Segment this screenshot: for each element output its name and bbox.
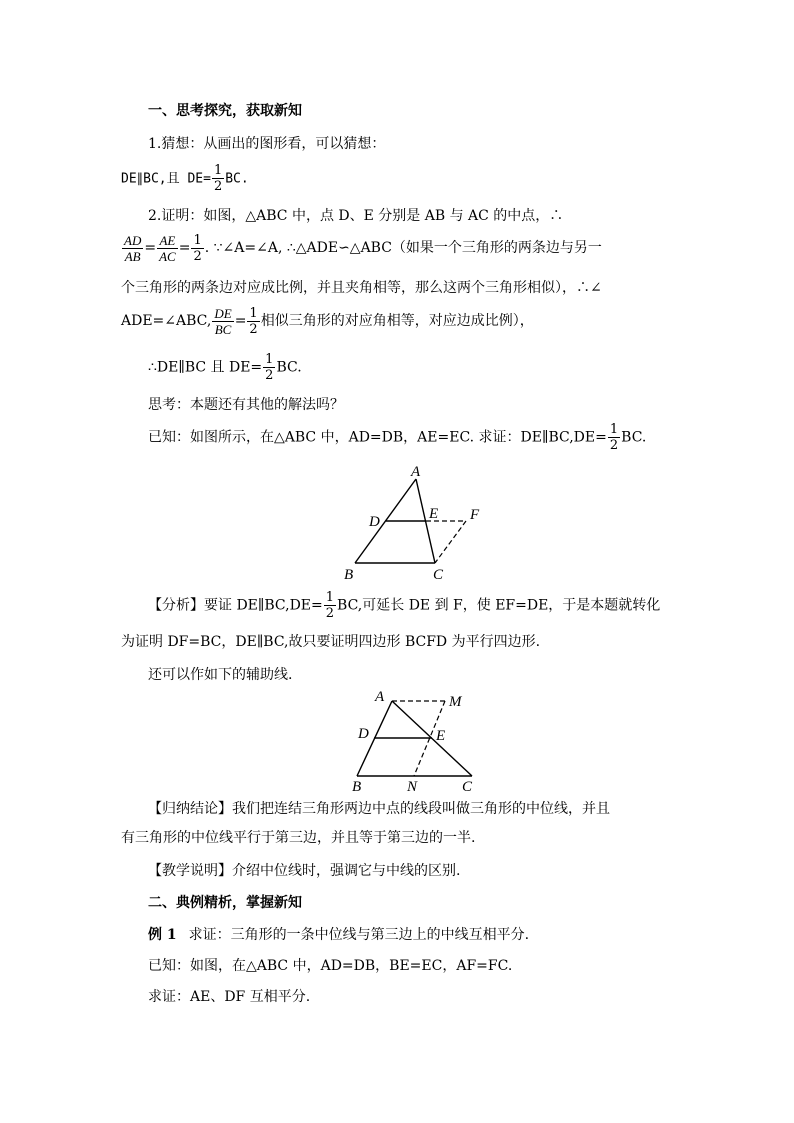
fraction-denominator: AC — [159, 248, 176, 264]
teaching-note: 【教学说明】介绍中位线时，强调它与中线的区别. — [148, 863, 461, 879]
conclusion-line-1: 【归纳结论】我们把连结三角形两边中点的线段叫做三角形的中位线，并且 — [148, 801, 610, 817]
label-d: D — [369, 514, 380, 530]
fraction-half — [191, 233, 203, 264]
fraction-denominator: BC — [214, 321, 232, 337]
label-n: N — [407, 779, 418, 795]
fraction-denominator: 2 — [265, 368, 274, 383]
guess-formula — [121, 163, 249, 195]
section-heading-1: 一、思考探究，获取新知 — [148, 103, 302, 119]
section-heading-2: 二、典例精析，掌握新知 — [148, 895, 302, 911]
aux-line-text: 还可以作如下的辅助线. — [148, 667, 293, 683]
fraction-half — [212, 163, 224, 194]
equals-sign: = — [178, 240, 191, 256]
given-pre: 已知：如图所示，在△ABC 中，AD=DB，AE=EC. 求证：DE∥BC,DE= — [148, 429, 607, 446]
proof-line-4-text: 相似三角形的对应角相等，对应边成比例）， — [260, 313, 534, 329]
fraction-numerator: 1 — [325, 590, 335, 605]
triangle-figure-1 — [340, 462, 490, 584]
fraction-ae-ac — [157, 233, 178, 264]
example-text: 求证：三角形的一条中位线与第三边上的中线互相平分. — [188, 927, 530, 943]
fraction-ad-ab — [122, 233, 143, 264]
proof-line-4 — [121, 302, 534, 340]
fraction-denominator: 2 — [249, 321, 258, 337]
fraction-denominator: 2 — [193, 248, 202, 264]
segment-fc-dashed — [435, 521, 466, 563]
equals-sign: = — [234, 313, 247, 329]
analysis-line-2: 为证明 DF=BC，DE∥BC,故只要证明四边形 BCFD 为平行四边形. — [121, 634, 541, 650]
triangle-figure-2 — [344, 684, 484, 796]
conclusion-line-2: 有三角形的中位线平行于第三边，并且等于第三边的一半. — [121, 830, 476, 846]
given-line — [148, 422, 646, 453]
fraction-half — [263, 352, 275, 383]
fraction-half — [324, 590, 336, 621]
label-c: C — [462, 779, 473, 795]
fraction-numerator: 1 — [265, 352, 274, 367]
fraction-half — [608, 422, 620, 453]
equals-sign: = — [144, 240, 157, 256]
example-given: 已知：如图，在△ABC 中，AD=DB，BE=EC，AF=FC. — [148, 958, 513, 974]
fraction-numerator: 1 — [249, 305, 258, 321]
fraction-numerator: AD — [124, 232, 142, 248]
label-a: A — [375, 689, 385, 705]
given-post: BC. — [621, 429, 647, 446]
analysis-post: BC,可延长 DE 到 F，使 EF=DE，于是本题就转化 — [337, 597, 661, 614]
therefore-line — [148, 352, 302, 383]
proof-line-2 — [121, 231, 602, 265]
label-b: B — [352, 779, 362, 795]
label-e: E — [429, 506, 439, 522]
analysis-pre: 【分析】要证 DE∥BC,DE= — [148, 597, 323, 614]
fraction-numerator: AE — [157, 233, 178, 249]
fraction-half — [247, 306, 259, 337]
fraction-numerator: 1 — [609, 422, 619, 437]
guess-formula-post: BC. — [225, 171, 249, 187]
think-line: 思考：本题还有其他的解法吗？ — [148, 397, 344, 413]
fraction-denominator: 2 — [609, 438, 619, 453]
label-d: D — [358, 726, 369, 742]
guess-line: 1.猜想：从画出的图形看，可以猜想： — [148, 136, 386, 152]
therefore-post: BC. — [276, 359, 302, 376]
example-prove: 求证：AE、DF 互相平分. — [148, 989, 311, 1005]
fraction-de-bc — [212, 306, 233, 337]
fraction-denominator: 2 — [325, 606, 335, 621]
label-m: M — [449, 694, 462, 710]
proof-line-1: 2.证明：如图，△ABC 中，点 D、E 分别是 AB 与 AC 的中点，∴ — [148, 208, 564, 224]
fraction-denominator: AB — [124, 248, 141, 264]
label-c: C — [433, 567, 444, 583]
proof-line-3: 个三角形的两条边对应成比例，并且夹角相等，那么这两个三角形相似），∴∠ — [121, 280, 602, 296]
example-1 — [148, 925, 529, 945]
therefore-pre: ∴DE∥BC 且 DE= — [148, 359, 263, 376]
label-a: A — [411, 464, 421, 480]
fraction-numerator: DE — [214, 305, 232, 321]
label-b: B — [344, 567, 354, 583]
guess-formula-pre: DE∥BC,且 DE= — [121, 171, 211, 187]
fraction-numerator: 1 — [213, 163, 223, 178]
analysis-line-1 — [148, 590, 660, 621]
example-label: 例 1 — [148, 927, 177, 943]
fraction-denominator: 2 — [213, 179, 223, 194]
label-f: F — [470, 507, 480, 523]
proof-line-4-pre: ADE=∠ABC, — [121, 313, 212, 329]
fraction-numerator: 1 — [193, 232, 202, 248]
label-e: E — [436, 728, 446, 744]
proof-line-2-text: . ∵∠A=∠A, ∴△ADE∽△ABC（如果一个三角形的两条边与另一 — [204, 240, 602, 256]
